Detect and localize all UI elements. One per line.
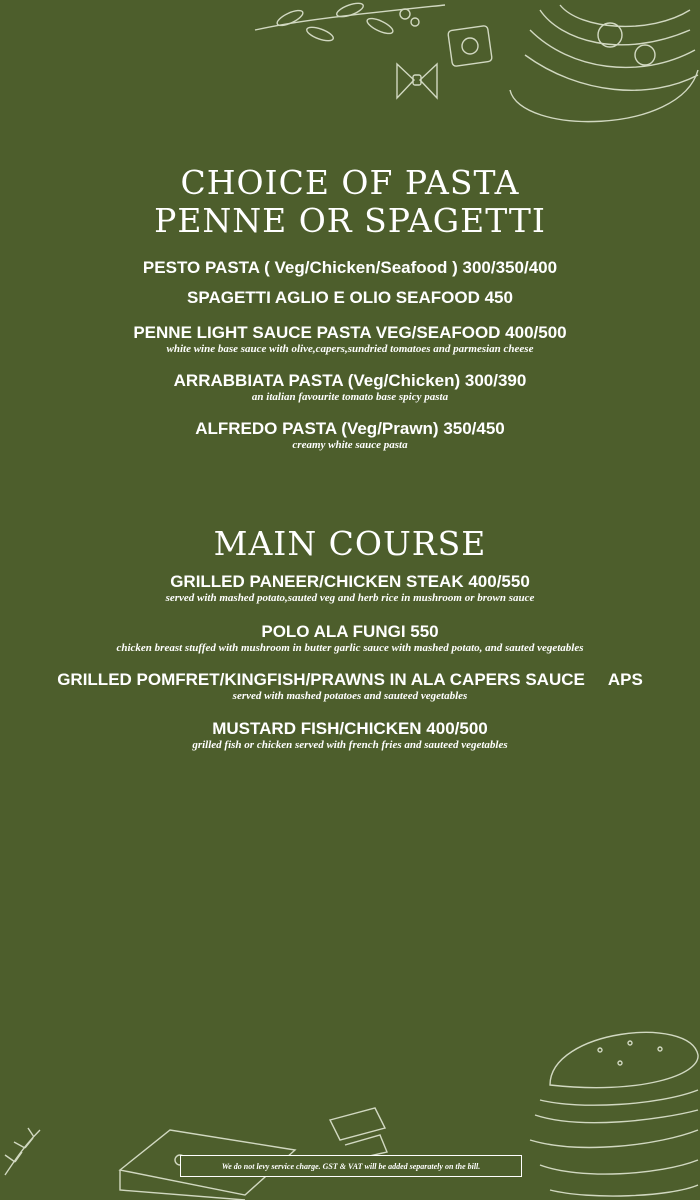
main-title-text: MAIN COURSE <box>213 524 487 563</box>
item-description: chicken breast stuffed with mushroom in butter garlic sauce with mashed potato, and sauted vegetables <box>116 642 584 654</box>
dill-sprig-icon <box>0 1120 50 1180</box>
pasta-title-line2: PENNE OR SPAGETTI <box>154 201 546 240</box>
pasta-title-line1: CHOICE OF PASTA <box>180 163 520 202</box>
menu-item <box>0 323 700 356</box>
menu-item <box>0 419 700 452</box>
ravioli-icon <box>444 22 504 72</box>
pasta-bowl-icon <box>500 0 700 140</box>
item-name: ARRABBIATA PASTA (Veg/Chicken) 300/390 <box>173 371 527 390</box>
item-description: white wine base sauce with olive,capers,sundried tomatoes and parmesian cheese <box>166 343 534 355</box>
main-course-title <box>0 525 700 563</box>
menu-item <box>0 670 700 703</box>
item-description: an italian favourite tomato base spicy pasta <box>251 391 449 403</box>
menu-item <box>0 258 700 278</box>
footer-note: We do not levy service charge. GST & VAT will be added separately on the bill. <box>221 1161 481 1171</box>
item-name: GRILLED POMFRET/KINGFISH/PRAWNS IN ALA CAPERS SAUCE APS <box>57 670 643 689</box>
item-description: served with mashed potatoes and sauteed vegetables <box>232 690 468 702</box>
menu-item <box>0 572 700 605</box>
item-description: creamy white sauce pasta <box>292 439 408 451</box>
item-name: PENNE LIGHT SAUCE PASTA VEG/SEAFOOD 400/500 <box>133 323 567 342</box>
item-description: served with mashed potato,sauted veg and herb rice in mushroom or brown sauce <box>165 592 535 604</box>
item-name: SPAGETTI AGLIO E OLIO SEAFOOD 450 <box>187 288 513 307</box>
farfalle-icon <box>392 56 442 106</box>
item-name: POLO ALA FUNGI 550 <box>261 622 439 641</box>
footer-note-box <box>180 1155 522 1177</box>
herb-branch-icon <box>250 0 450 60</box>
burger-icon <box>520 1015 700 1200</box>
menu-item <box>0 371 700 404</box>
item-name: GRILLED PANEER/CHICKEN STEAK 400/550 <box>170 572 530 591</box>
item-name: ALFREDO PASTA (Veg/Prawn) 350/450 <box>195 419 505 438</box>
penne-icon <box>325 1100 395 1160</box>
item-description: grilled fish or chicken served with french fries and sauteed vegetables <box>192 739 508 751</box>
menu-item <box>0 622 700 655</box>
item-name: MUSTARD FISH/CHICKEN 400/500 <box>212 719 488 738</box>
menu-item <box>0 288 700 308</box>
pasta-section-title <box>0 164 700 240</box>
item-name: PESTO PASTA ( Veg/Chicken/Seafood ) 300/350/400 <box>142 258 558 277</box>
menu-item <box>0 719 700 752</box>
